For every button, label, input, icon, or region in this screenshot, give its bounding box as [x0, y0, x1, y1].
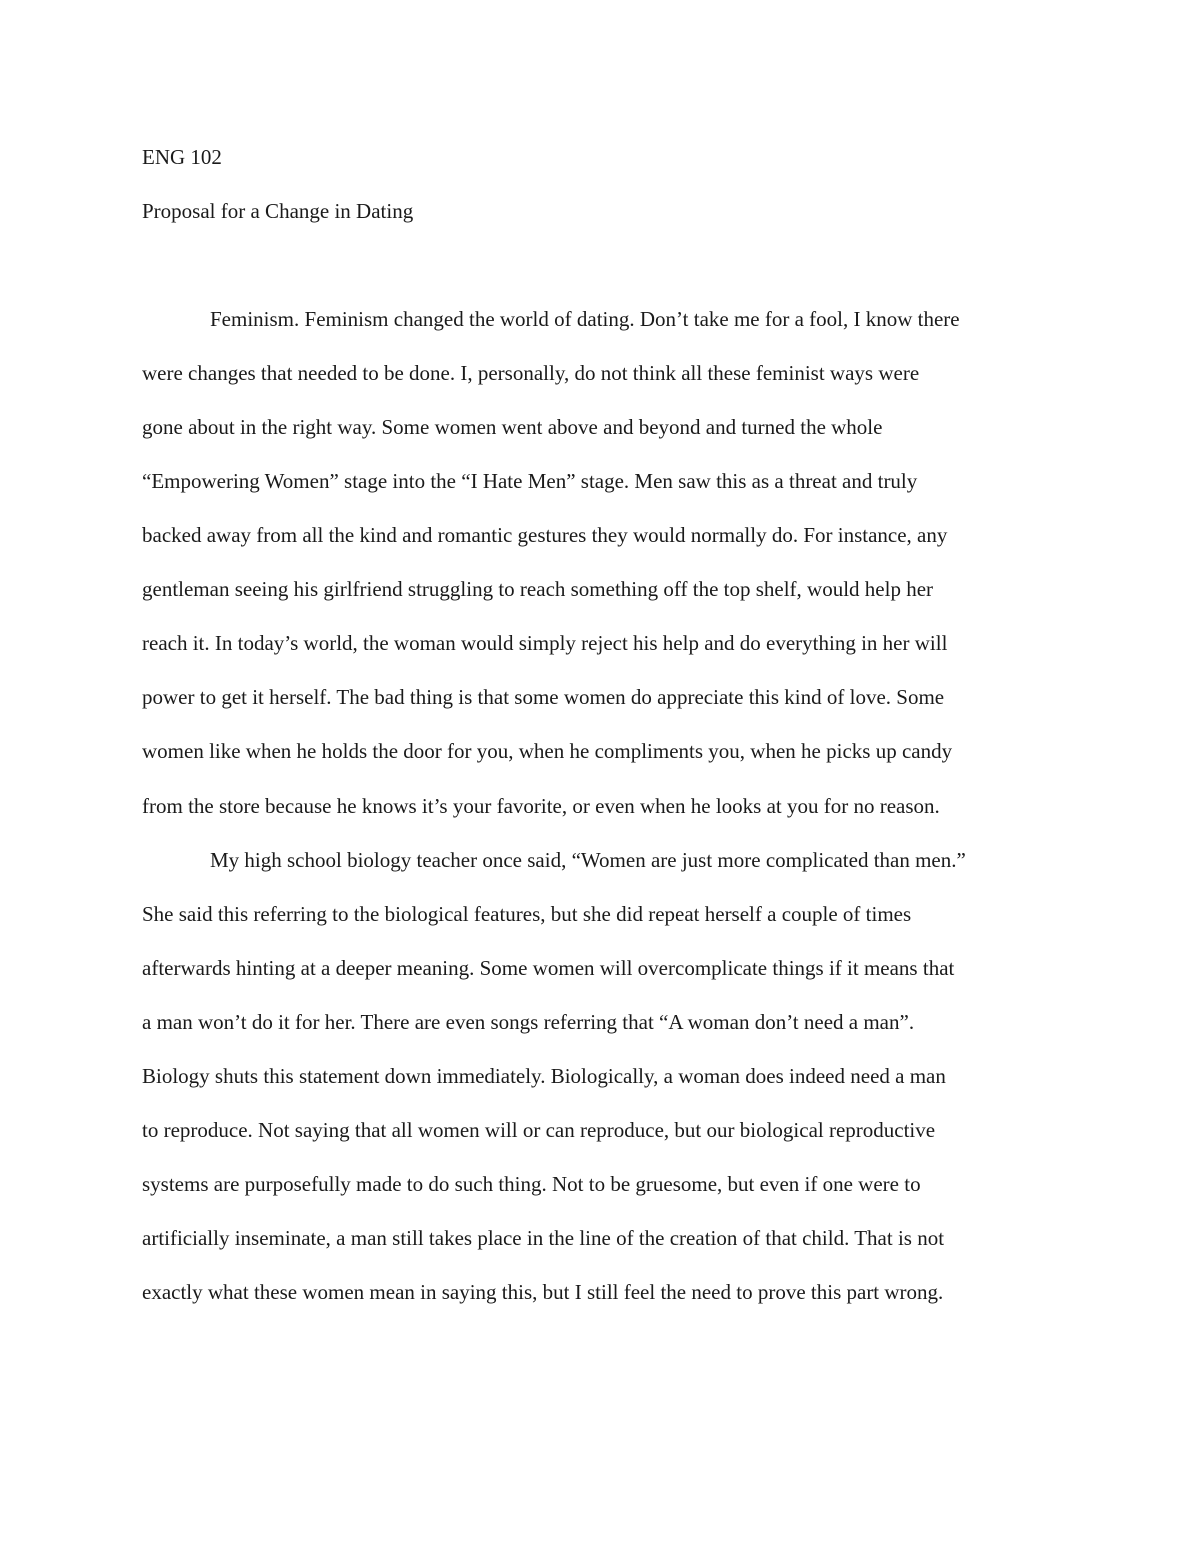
text-line: power to get it herself. The bad thing is that some women do appreciate this kind of love. Some — [142, 685, 945, 709]
text-line: gentleman seeing his girlfriend struggling to reach something off the top shelf, would help her — [142, 577, 934, 601]
document-title: Proposal for a Change in Dating — [142, 199, 414, 223]
text-line: backed away from all the kind and romantic gestures they would normally do. For instance, any — [142, 523, 948, 547]
text-line: She said this referring to the biological features, but she did repeat herself a couple of times — [142, 902, 912, 926]
text-line: “Empowering Women” stage into the “I Hate Men” stage. Men saw this as a threat and truly — [142, 469, 918, 493]
text-line: Biology shuts this statement down immediately. Biologically, a woman does indeed need a man — [142, 1064, 946, 1088]
text-line: women like when he holds the door for you, when he compliments you, when he picks up candy — [142, 739, 953, 763]
text-line: artificially inseminate, a man still takes place in the line of the creation of that child. That is not — [142, 1226, 945, 1250]
text-line: to reproduce. Not saying that all women will or can reproduce, but our biological reproductive — [142, 1118, 936, 1142]
text-line: from the store because he knows it’s your favorite, or even when he looks at you for no reason. — [142, 794, 940, 818]
text-line: gone about in the right way. Some women went above and beyond and turned the whole — [142, 415, 883, 439]
text-line: reach it. In today’s world, the woman would simply reject his help and do everything in her will — [142, 631, 948, 655]
text-line: exactly what these women mean in saying this, but I still feel the need to prove this part wrong. — [142, 1280, 944, 1304]
text-line: My high school biology teacher once said, “Women are just more complicated than men.” — [210, 848, 966, 872]
text-line: afterwards hinting at a deeper meaning. Some women will overcomplicate things if it means that — [142, 956, 955, 980]
text-line: were changes that needed to be done. I, personally, do not think all these feminist ways were — [142, 361, 920, 385]
text-line: systems are purposefully made to do such thing. Not to be gruesome, but even if one were to — [142, 1172, 921, 1196]
text-line: a man won’t do it for her. There are even songs referring that “A woman don’t need a man”. — [142, 1010, 915, 1034]
course-name: ENG 102 — [142, 145, 222, 169]
text-line: Feminism. Feminism changed the world of dating. Don’t take me for a fool, I know there — [210, 307, 960, 331]
